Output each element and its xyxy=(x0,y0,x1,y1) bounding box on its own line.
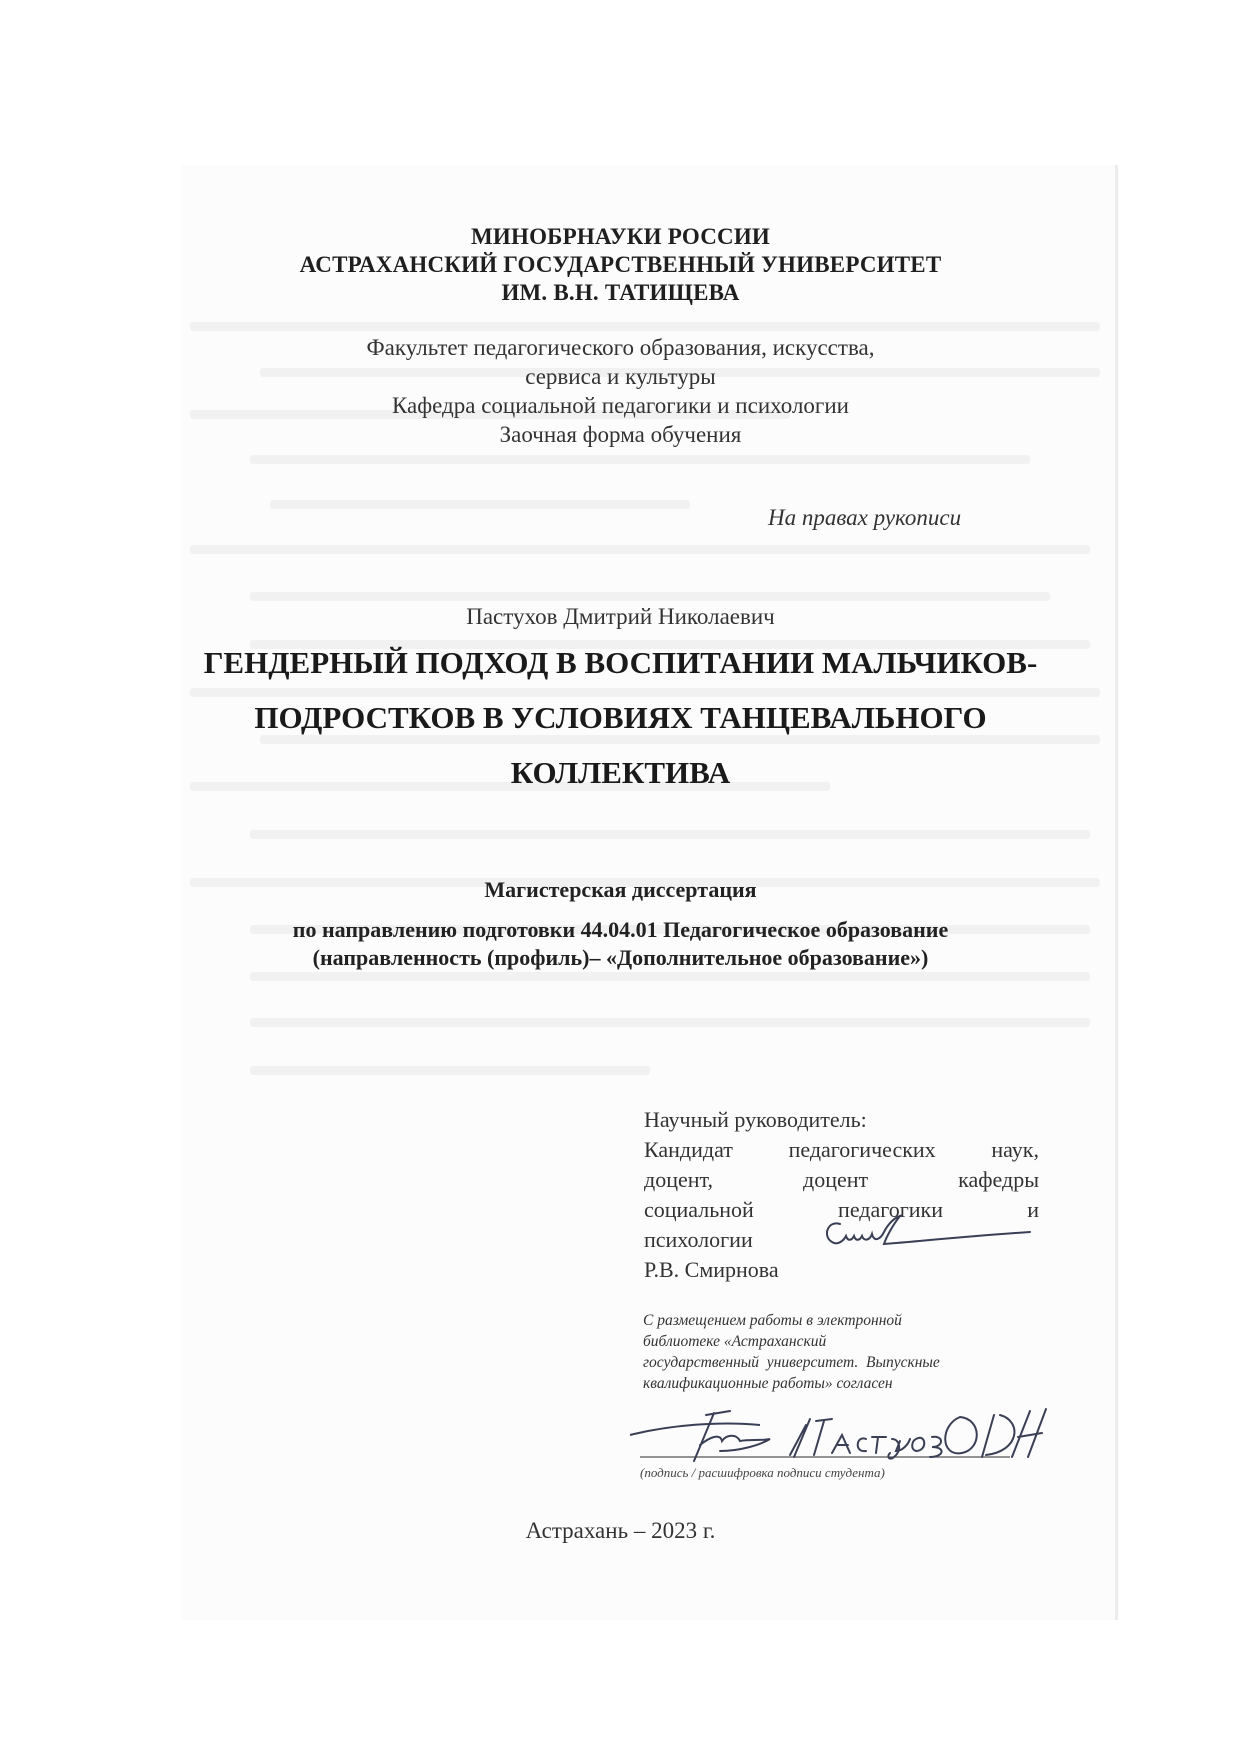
author-name: Пастухов Дмитрий Николаевич xyxy=(466,604,775,629)
supervisor-word: доцент, xyxy=(644,1167,713,1192)
consent-line-2: библиотеке «Астраханский xyxy=(643,1333,827,1350)
city-year: Астрахань – 2023 г. xyxy=(525,1518,716,1543)
supervisor-line-2 xyxy=(644,1165,1039,1195)
supervisor-word: и xyxy=(1027,1197,1039,1222)
supervisor-word: педагогики xyxy=(838,1197,943,1222)
supervisor-word: педагогических xyxy=(788,1137,936,1162)
ministry-header: МИНОБРНАУКИ РОССИИ xyxy=(471,224,770,249)
consent-line-4: квалификационные работы» согласен xyxy=(643,1375,893,1392)
faculty-line-2: сервиса и культуры xyxy=(525,364,716,389)
direction-line-1: по направлению подготовки 44.04.01 Педагогическое образование xyxy=(292,917,949,942)
supervisor-name: Р.В. Смирнова xyxy=(644,1257,779,1282)
thesis-title-line-3: КОЛЛЕКТИВА xyxy=(510,755,731,790)
consent-block xyxy=(643,1310,1033,1394)
supervisor-word: доцент xyxy=(803,1167,869,1192)
supervisor-label: Научный руководитель: xyxy=(644,1107,867,1132)
manuscript-note: На правах рукописи xyxy=(768,505,962,530)
supervisor-line-1 xyxy=(644,1135,1039,1165)
student-signature xyxy=(610,1395,1090,1475)
work-type: Магистерская диссертация xyxy=(484,877,757,902)
university-header: АСТРАХАНСКИЙ ГОСУДАРСТВЕННЫЙ УНИВЕРСИТЕТ xyxy=(299,252,942,277)
supervisor-word: кафедры xyxy=(958,1167,1039,1192)
university-name-header: ИМ. В.Н. ТАТИЩЕВА xyxy=(501,280,740,305)
supervisor-word: наук, xyxy=(991,1137,1039,1162)
supervisor-signature xyxy=(820,1210,1050,1260)
faculty-line-1: Факультет педагогического образования, искусства, xyxy=(366,335,875,360)
supervisor-word: социальной xyxy=(644,1197,754,1222)
consent-line-3: государственный университет. Выпускные xyxy=(643,1354,940,1371)
thesis-title-line-2: ПОДРОСТКОВ В УСЛОВИЯХ ТАНЦЕВАЛЬНОГО xyxy=(254,700,987,735)
thesis-title-line-1: ГЕНДЕРНЫЙ ПОДХОД В ВОСПИТАНИИ МАЛЬЧИКОВ- xyxy=(203,645,1038,680)
direction-line-2: (направленность (профиль)– «Дополнительное образование») xyxy=(312,945,929,970)
supervisor-word: Кандидат xyxy=(644,1137,733,1162)
supervisor-line-4: психологии xyxy=(644,1227,753,1252)
study-form: Заочная форма обучения xyxy=(499,422,742,447)
signature-caption: (подпись / расшифровка подписи студента) xyxy=(640,1465,885,1480)
department: Кафедра социальной педагогики и психологии xyxy=(392,393,849,418)
consent-line-1: С размещением работы в электронной xyxy=(643,1312,902,1329)
